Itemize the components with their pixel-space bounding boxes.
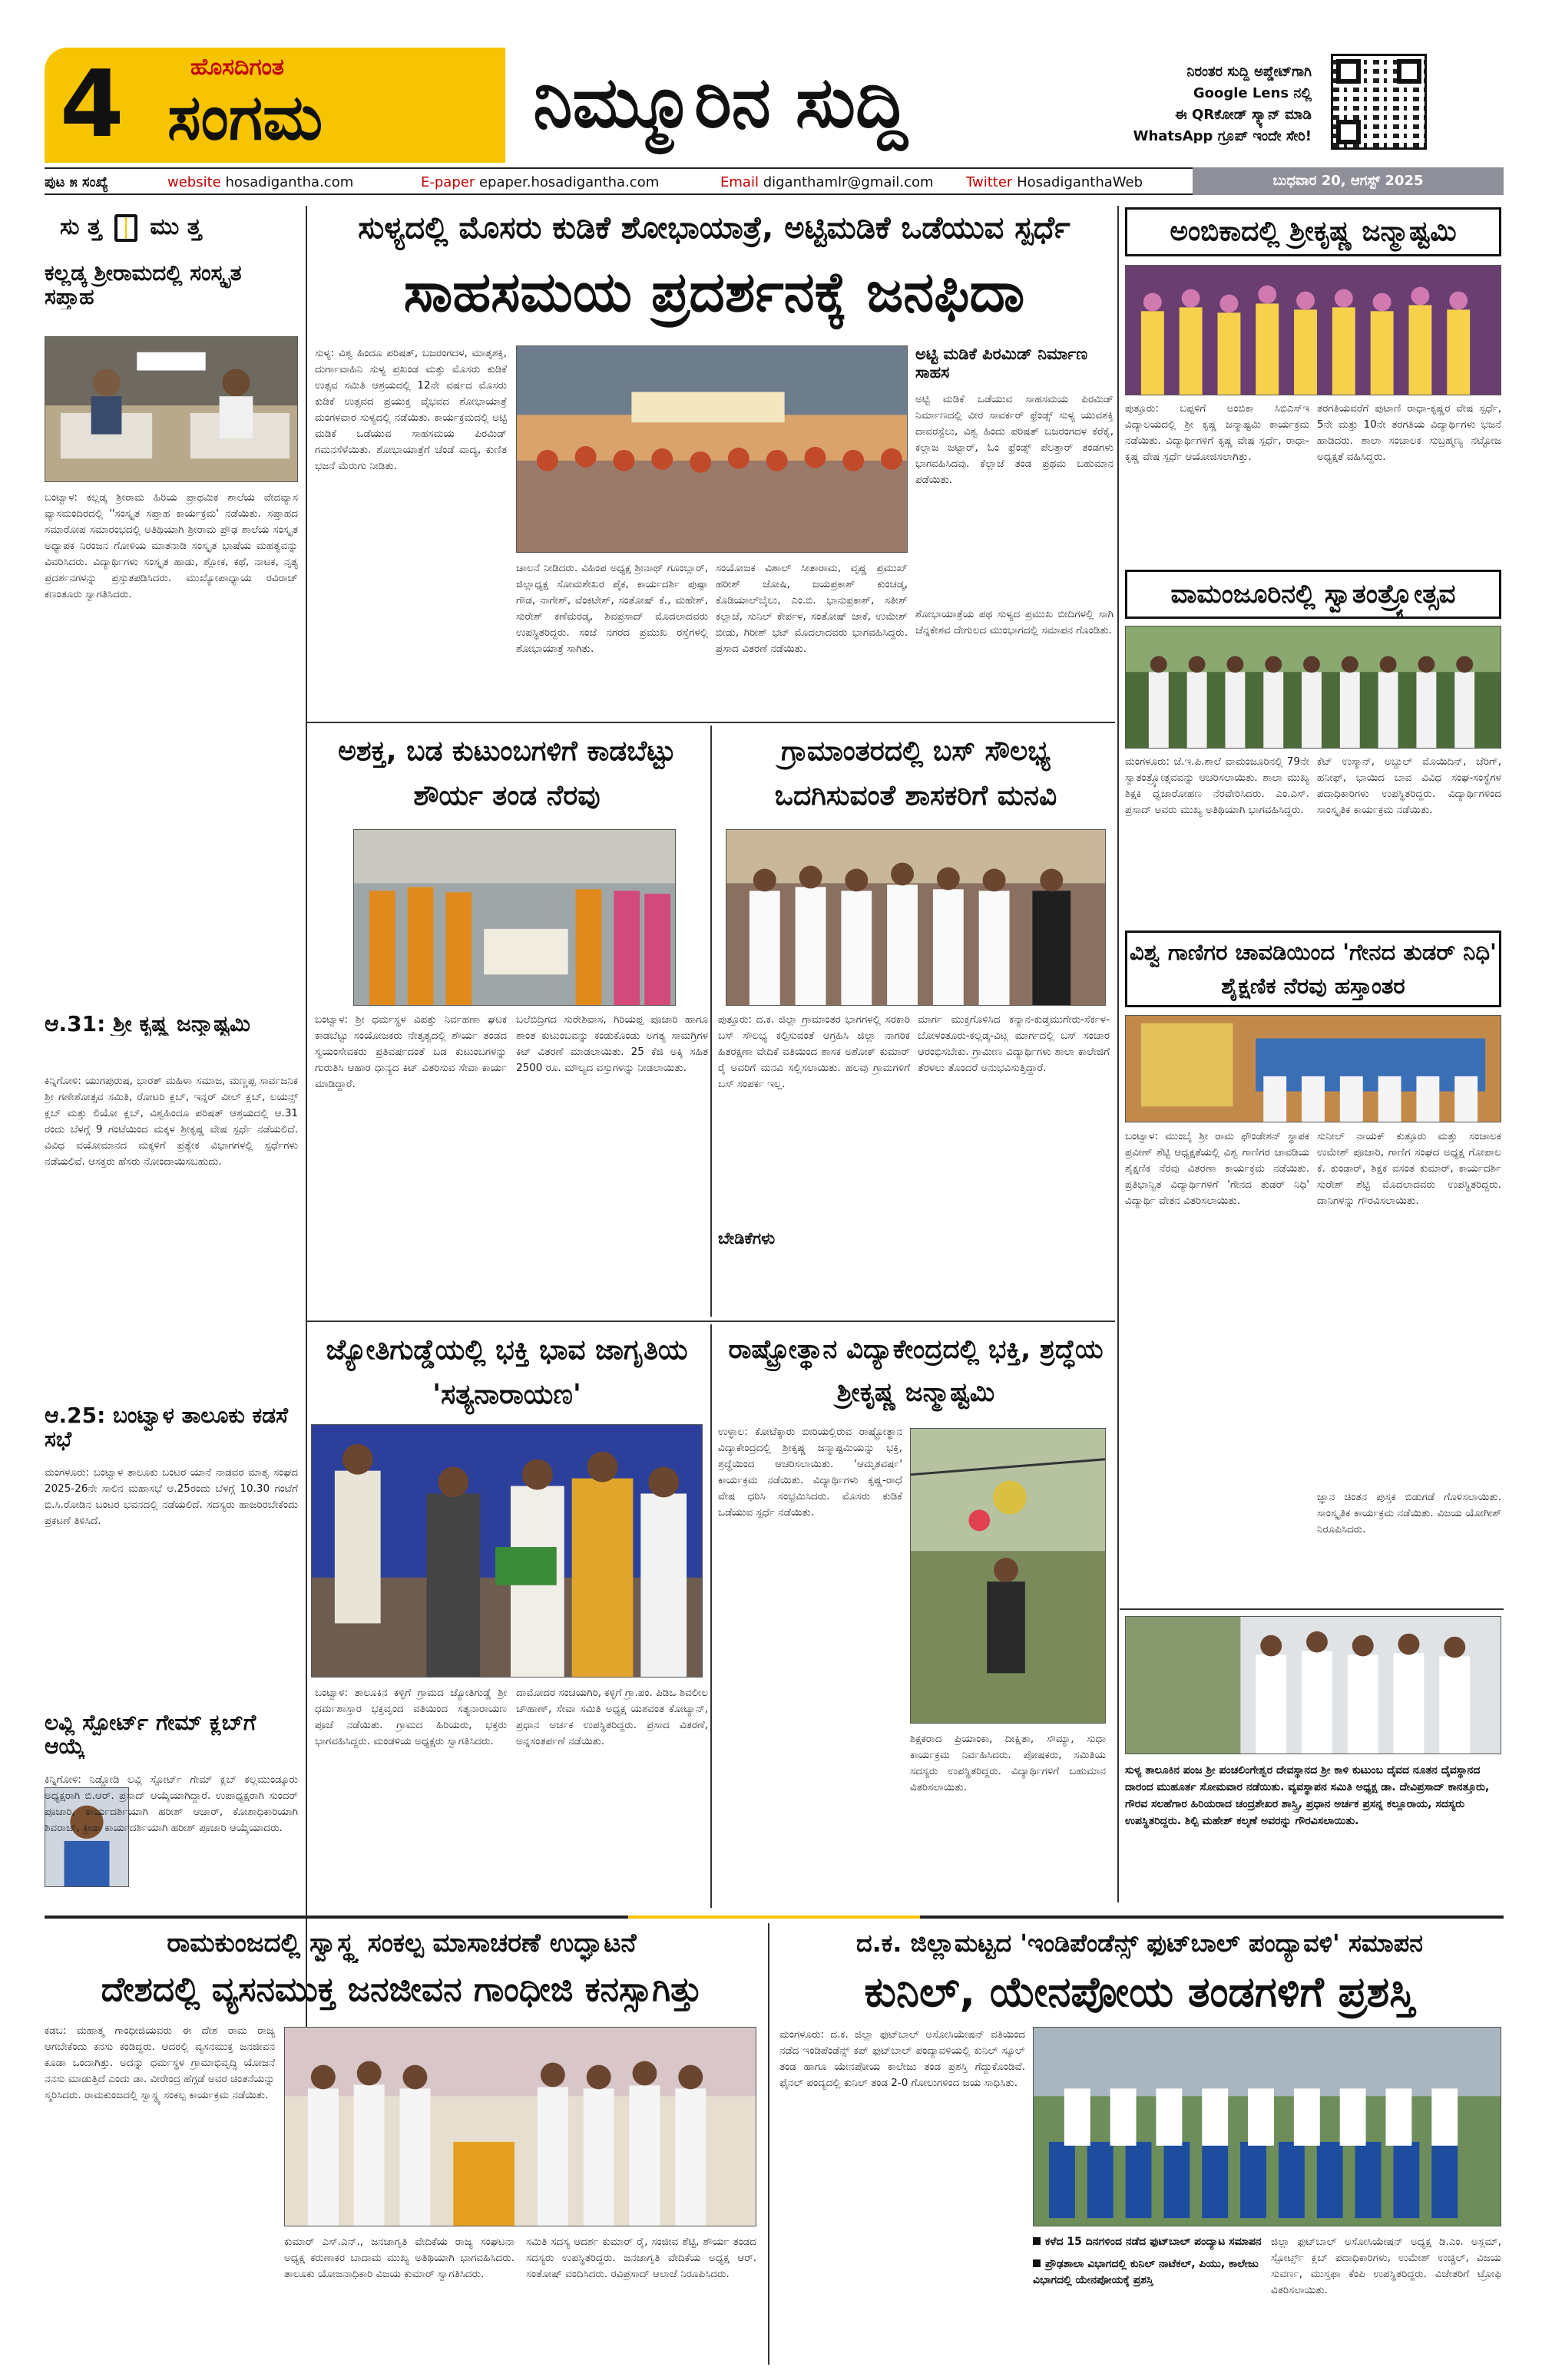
rashtrotthana-paragraph-2: ಶಿಕ್ಷಕರಾದ ಪ್ರಿಯಾಂಕಾ, ದೀಕ್ಷಿತಾ, ಸೌಮ್ಯಾ, ಸುಧಾ ಕಾರ್ಯಕ್ರಮ ನಿರ್ವಹಿಸಿದರು. ಪೋಷಕರು, ಸಮಿತಿಯ ಸದಸ್ಯರು ಉಪಸ್ಥಿತರಿದ್ದರು. ವಿದ್ಯಾರ್ಥಿಗಳಿಗೆ ಬಹುಮಾನ ವಿತರಿಸಲಾಯಿತು. [910,1733,1106,1793]
qr-text-1: ನಿರಂತರ ಸುದ್ದಿ ಅಪ್ಡೇಟ್‌ಗಾಗಿ [1186,64,1312,80]
masthead [45,48,1504,163]
kunil-bullet-1-text: ಕಳೆದ 15 ದಿನಗಳಿಂದ ನಡೆದ ಫುಟ್‌ಬಾಲ್ ಪಂದ್ಯಾಟ ಸಮಾಪನ [1045,2236,1262,2248]
book-icon [114,214,137,242]
divider-bottom [45,1916,1504,1919]
vishwa-title: ವಿಶ್ವ ಗಾಣಿಗರ ಚಾವಡಿಯಿಂದ 'ಗೇನದ ತುಡರ್ ನಿಧಿ' ಶೈಕ್ಷಣಿಕ ನೆರವು ಹಸ್ತಾಂತರ [1130,939,1497,999]
info-bar [45,167,1504,195]
photo-ambika [1125,265,1501,395]
vamanjoor-paragraph-1: ಮಂಗಳೂರು: ಜೆ.ಇ.ಪಿ.ಶಾಲೆ ವಾಮಂಜೂರಿನಲ್ಲಿ 79ನೇ ಸ್ವಾತಂತ್ರ್ಯೋತ್ಸವವನ್ನು ಆಚರಿಸಲಾಯಿತು. ಶಾಲಾ ಮುಖ್ಯ ಶಿಕ್ಷಕಿ ಧ್ವಜಾರೋಹಣ ನೆರವೇರಿಸಿದರು. ಎಂ.ಎಸ್. ಪ್ರಸಾದ್ ಅವರು ಮುಖ್ಯ ಅತಿಥಿಯಾಗಿ ಭಾಗವಹಿಸಿದ್ದರು. [1125,755,1309,816]
kunil-bullet-1 [1033,2234,1263,2250]
gramantara-title: ಗ್ರಾಮಾಂತರದಲ್ಲಿ ಬಸ್ ಸೌಲಭ್ಯ ಒದಗಿಸುವಂತೆ ಶಾಸಕರಿಗೆ ಮನವಿ [774,735,1057,812]
epaper-value: epaper.hosadigantha.com [478,174,660,190]
photo-ramakunja [284,2027,756,2226]
divider-mid-1 [710,726,712,1317]
lead-kicker: ಸುಳ್ಯದಲ್ಲಿ ಮೊಸರು ಕುಡಿಕೆ ಶೋಭಾಯಾತ್ರೆ, ಅಟ್ಟಿಮಡಿಕೆ ಒಡೆಯುವ ಸ್ಪರ್ಧೆ [358,210,1070,246]
panchayat-caption: ಸುಳ್ಯ ತಾಲೂಕಿನ ಪಂಜ ಶ್ರೀ ಪಂಚಲಿಂಗೇಶ್ವರ ದೇವಸ್ಥಾನದ ಶ್ರೀ ಕಾಳಿ ಕುಟುಂಬ ದೈವದ ನೂತನ ದೈವಸ್ಥಾನದ ದಾರಂದ ಮುಹೂರ್ತ ಸೋಮವಾರ ನಡೆಯಿತು. ವ್ಯವಸ್ಥಾಪನ ಸಮಿತಿ ಅಧ್ಯಕ್ಷ ಡಾ. ದೇವಿಪ್ರಸಾದ್ ಕಾನತ್ತೂರು, ಗೌರವ ಸಲಹೆಗಾರ ಹಿರಿಯರಾದ ಚಂದ್ರಶೇಖರ ಶಾಸ್ತ್ರಿ, ಪ್ರಧಾನ ಅರ್ಚಕ ಪ್ರಸನ್ನ ಕಲ್ಲೂರಾಯ, ಸದಸ್ಯರು ಉಪಸ್ಥಿತರಿದ್ದರು. ಶಿಲ್ಪಿ ಮಹೇಶ್ ಕಲ್ಕಣೆ ಅವರನ್ನು ಗೌರವಿಸಲಾಯಿತು. [1125,1764,1490,1827]
email[interactable] [720,169,934,197]
divider-mid-row [307,1321,1115,1322]
photo-procession [516,345,908,553]
website[interactable] [167,169,353,197]
divider-mid-2 [710,1324,712,1908]
lead-side-paragraph: ಅಟ್ಟಿ ಮಡಿಕೆ ಒಡೆಯುವ ಸಾಹಸಮಯ ಪಿರಮಿಡ್ ನಿರ್ಮಾಣದಲ್ಲಿ ವೀರ ಸಾವರ್ಕರ್ ಫ್ರೆಂಡ್ಸ್ ಸುಳ್ಯ ಯುವಶಕ್ತಿ ದಾವರಸ್ಟೆಲು, ವಿಶ್ವ ಹಿಂದು ಪರಿಷತ್ ಬಜರಂಗದಳ ಕೆರೆಕೈ, ಕಲ್ಲಾಜ ಜಟ್ಟಾರ್, ಓಂ ಫ್ರೆಂಡ್ಸ್ ಪೆಲತ್ತಾರ್ ತಂಡಗಳು ಭಾಗವಹಿಸಿದವು. ಕೆಲ್ಲಾಜೆ ತಂಡ ಪ್ರಥಮ ಬಹುಮಾನ ಪಡೆಯಿತು. [915,393,1113,486]
photo-gramantara [726,829,1106,1006]
sutta-paragraph-2: ಕಿನ್ನಿಗೋಳಿ: ಯುಗಪುರುಷ, ಭಾರತ್ ಮಹಿಳಾ ಸಮಾಜ, ಮಣ್ಣಪ್ಪ ಸಾರ್ವಜನಿಕ ಶ್ರೀ ಗಣೇಶೋತ್ಸವ ಸಮಿತಿ, ರೋಟರಿ ಕ್ಲಬ್, ಇನ್ನರ್ ವೀಲ್ ಕ್ಲಬ್, ಲಯನ್ಸ್ ಕ್ಲಬ್ ಮತ್ತು ಲಿಯೋ ಕ್ಲಬ್, ವಿಶ್ವಹಿಂದೂ ಪರಿಷತ್ ಆಶ್ರಯದಲ್ಲಿ ಆ.31 ರಂದು ಬೆಳಗ್ಗೆ 9 ಗಂಟೆಯಿಂದ ಮಕ್ಕಳ ಶ್ರೀಕೃಷ್ಣ ವೇಷ ಸ್ಪರ್ಧೆ ನಡೆಯಲಿದೆ. ವಿವಿಧ ವಯೋಮಾನದ ಮಕ್ಕಳಿಗೆ ಪ್ರತ್ಯೇಕ ವಿಭಾಗಗಳಲ್ಲಿ ಸ್ಪರ್ಧೆಗಳು ನಡೆಯಲಿವೆ. ಆಸಕ್ತರು ಹೆಸರು ನೋಂದಾಯಿಸಬಹುದು. [45,1075,298,1168]
jyoti-paragraph-2: ದಾಮೋದರ ಸಂಚಯಗಿರಿ, ಕಳ್ಳಿಗೆ ಗ್ರಾ.ಪಂ. ಪಿಡಿಒ ಶಿವಲೀಲ ಚೌಹಾಣ್, ಸೇವಾ ಸಮಿತಿ ಅಧ್ಯಕ್ಷ ಯಶವಂತ ಕೋಟ್ಯಾನ್, ಪ್ರಧಾನ ಅರ್ಚಕ ಉಪಸ್ಥಿತರಿದ್ದರು. ಪ್ರಸಾದ ವಿತರಣೆ, ಅನ್ನಸಂತರ್ಪಣೆ ನಡೆಯಿತು. [516,1687,708,1747]
sutta-paragraph-1: ಬಂಟ್ವಾಳ: ಕಲ್ಲಡ್ಕ ಶ್ರೀರಾಮ ಹಿರಿಯ ಪ್ರಾಥಮಿಕ ಶಾಲೆಯ ವೇದವ್ಯಾಸ ವ್ಯಾಸಮಂದಿರದಲ್ಲಿ ''ಸಂಸ್ಕೃತ ಸಪ್ತಾಹ ಕಾರ್ಯಕ್ರಮ' ನಡೆಯಿತು. ಸಪ್ತಾಹದ ಸಮಾರೋಪ ಸಮಾರಂಭದಲ್ಲಿ ಅತಿಥಿಯಾಗಿ ಶ್ರೀರಾಮ ಪ್ರೌಢ ಶಾಲೆಯ ಸಂಸ್ಕೃತ ಅಧ್ಯಾಪಕ ನಿರಂಜನ ಗೋಳಿಯ ಮಾತನಾಡಿ ಸಂಸ್ಕೃತ ಭಾಷೆಯ ಮಹತ್ವವನ್ನು ವಿವರಿಸಿದರು. ವಿದ್ಯಾರ್ಥಿಗಳು ಸಂಸ್ಕೃತ ಹಾಡು, ಶ್ಲೋಕ, ಕಥೆ, ನಾಟಕ, ನೃತ್ಯ ಪ್ರದರ್ಶನಗಳನ್ನು ಪ್ರಸ್ತುತಪಡಿಸಿದರು. ಮುಖ್ಯೋಪಾಧ್ಯಾಯ ರವಿರಾಜ್ ಕಣಂತೂರು ಸ್ವಾಗತಿಸಿದರು. [45,491,298,600]
lead-side-head: ಅಟ್ಟಿ ಮಡಿಕೆ ಪಿರಮಿಡ್ ನಿರ್ಮಾಣ ಸಾಹಸ [915,345,1088,382]
rashtrotthana-paragraph-1: ಉಳ್ಳಾಲ: ಕೋಟೆಕ್ಕಾರು ಬೀರಿಯಲ್ಲಿರುವ ರಾಷ್ಟ್ರೋತ್ಥಾನ ವಿದ್ಯಾಕೇಂದ್ರದಲ್ಲಿ ಶ್ರೀಕೃಷ್ಣ ಜನ್ಮಾಷ್ಟಮಿಯನ್ನು ಭಕ್ತಿ, ಶ್ರದ್ಧೆಯಿಂದ ಆಚರಿಸಲಾಯಿತು. 'ಆಮೃತವರ್ಷ' ಕಾರ್ಯಕ್ರಮ ನಡೆಯಿತು. ವಿದ್ಯಾರ್ಥಿಗಳು ಕೃಷ್ಣ-ರಾಧೆ ವೇಷ ಧರಿಸಿ ಸಂಭ್ರಮಿಸಿದರು. ಮೊಸರು ಕುಡಿಕೆ ಒಡೆಯುವ ಸ್ಪರ್ಧೆ ನಡೆಯಿತು. [718,1426,902,1519]
sutta-mutta-label [60,213,201,242]
epaper-label: E-paper [421,174,475,190]
sutta-label-right: ಮು ತ್ತ [150,213,202,240]
ramakunja-paragraph-1: ಕಡಬ: ಮಹಾತ್ಮ ಗಾಂಧೀಜಿಯವರು ಈ ದೇಶ ರಾಮ ರಾಜ್ಯ ಆಗಬೇಕೆಂದು ಕನಸು ಕಂಡಿದ್ದರು. ಆದರಲ್ಲಿ ವ್ಯಸನಮುಕ್ತ ಜನಜೀವನ ಕೂಡಾ ಒಂದಾಗಿತ್ತು. ಅದನ್ನು ಧರ್ಮಸ್ಥಳ ಗ್ರಾಮಾಭಿವೃದ್ಧಿ ಯೋಜನೆ ನನಸು ಮಾಡುತ್ತಿದೆ ಎಂದು ಡಾ. ವೀರೇಂದ್ರ ಹೆಗ್ಗಡೆ ಅವರ ಚಿಂತನೆಯನ್ನು ಸ್ಮರಿಸಿದರು. ರಾಮಕುಂಜದಲ್ಲಿ ಸ್ವಾಸ್ಥ್ಯ ಸಂಕಲ್ಪ ಕಾರ್ಯಕ್ರಮ ನಡೆಯಿತು. [45,2025,275,2101]
divider-panchayat [1120,1608,1504,1610]
vishwa-paragraph-1: ಬಂಟ್ವಾಳ: ಮುಂಬೈ ಶ್ರೀ ರಾಮ ಫೌಂಡೇಶನ್ ಸ್ಥಾಪಕ ಪ್ರವೀಣ್ ಶೆಟ್ಟಿ ಆಧ್ಯಕ್ಷತೆಯಲ್ಲಿ ವಿಶ್ವ ಗಾಣಿಗರ ಚಾವಡಿಯ ಶೈಕ್ಷಣಿಕ ನೆರವು ವಿತರಣಾ ಕಾರ್ಯಕ್ರಮ ನಡೆಯಿತು. ಪ್ರತಿಭಾನ್ವಿತ ವಿದ್ಯಾರ್ಥಿಗಳಿಗೆ 'ಗೇನದ ತುಡರ್ ನಿಧಿ' ವಿದ್ಯಾರ್ಥಿ ವೇತನ ವಿತರಿಸಲಾಯಿತು. [1125,1130,1309,1207]
kunil-bullets [1033,2234,1263,2289]
qr-code[interactable] [1331,54,1427,150]
lead-col-2: ಚಾಲನೆ ನೀಡಿದರು. ವಿಹಿಂಪ ಅಧ್ಯಕ್ಷ ಶ್ರೀನಾಥ್ ಗೂಂಬ್ಲಾರ್, ಜಿಲ್ಲಾಧ್ಯಕ್ಷ ಸೋಮಶೇಖರ ಪೈಕ, ಕಾರ್ಯದರ್ಶಿ ಪುಷ್ಪಾ ಗೌಡ, ನಾಗೇಶ್, ವೆಂಕಟೇಶ್, ಸಂತೋಷ್ ಕೆ., ಮಹೇಶ್, ಸುರೇಶ್ ಕಣೆಮರಡ್ಕ, ಶಿವಪ್ರಸಾದ್ ಮೊದಲಾದವರು ಉಪಸ್ಥಿತರಿದ್ದರು. ಸಂಜೆ ನಗರದ ಪ್ರಮುಖ ರಸ್ತೆಗಳಲ್ಲಿ ಶೋಭಾಯಾತ್ರೆ ಸಾಗಿತು. [516,562,708,655]
sutta-headline-3: ಆ.25: ಬಂಟ್ವಾಳ ತಾಲೂಕು ಕಡಸೆ ಸಭೆ [45,1403,288,1452]
divider-lead [307,722,1115,723]
divider-bottom-mid [768,1923,769,2365]
twitter[interactable] [966,169,1143,197]
sutta-paragraph-3: ಮಂಗಳೂರು: ಬಂಟ್ವಾಳ ತಾಲೂಕು ಬಂಟರ ಯಾನೆ ನಾಡವರ ಮಾತೃ ಸಂಘದ 2025-26ನೇ ಸಾಲಿನ ಮಹಾಸಭೆ ಆ.25ರಂದು ಬೆಳಗ್ಗೆ 10.30 ಗಂಟೆಗೆ ಬಿ.ಸಿ.ರೋಡಿನ ಬಂಟರ ಭವನದಲ್ಲಿ ನಡೆಯಲಿದೆ. ಸದಸ್ಯರು ಹಾಜರಿರಬೇಕೆಂದು ಪ್ರಕಟಣೆ ತಿಳಿಸಿದೆ. [45,1466,298,1527]
jyoti-title: ಜ್ಯೋತಿಗುಡ್ಡೆಯಲ್ಲಿ ಭಕ್ತಿ ಭಾವ ಜಾಗೃತಿಯ 'ಸತ್ಯನಾರಾಯಣ' [326,1334,688,1410]
brand-top: ಹೊಸದಿಗಂತ [190,54,284,81]
photo-ashakta [353,829,676,1006]
lead-col-1: ಸುಳ್ಯ: ವಿಶ್ವ ಹಿಂದೂ ಪರಿಷತ್, ಬಜರಂಗದಳ, ಮಾತೃಶಕ್ತಿ, ದುರ್ಗಾವಾಹಿನಿ ಸುಳ್ಯ ಪ್ರಖಂಡ ಮತ್ತು ಮೊಸರು ಕುಡಿಕೆ ಉತ್ಸವ ಸಮಿತಿ ಆಶ್ರಯದಲ್ಲಿ 12ನೇ ವರ್ಷದ ಮೊಸರು ಕುಡಿಕೆ ಉತ್ಸವದ ಪ್ರಯುಕ್ತ ವೈಭವದ ಶೋಭಾಯಾತ್ರೆ ಮಂಗಳವಾರ ಸುಳ್ಯದಲ್ಲಿ ನಡೆಯಿತು. ಕಾರ್ಯಕ್ರಮದಲ್ಲಿ ಅಟ್ಟಿ ಮಡಿಕೆ ಒಡೆಯುವ ಸಾಹಸಮಯ ಪಿರಮಿಡ್ ಗಮನಸೆಳೆಯಿತು. ಶೋಭಾಯಾತ್ರೆಗೆ ಚೆಂಡೆ ವಾದ್ಯ, ಕುಣಿತ ಭಜನೆ ಮೆರುಗು ನೀಡಿತು. [315,347,507,472]
kunil-paragraph-2: ಜಿಲ್ಲಾ ಫುಟ್‌ಬಾಲ್ ಅಸೋಸಿಯೇಷನ್ ಅಧ್ಯಕ್ಷ ಡಿ.ಎಂ. ಅಸ್ಲಮ್, ಸ್ಪೋರ್ಟ್ಸ್ ಕ್ಲಬ್ ಪದಾಧಿಕಾರಿಗಳು, ಉಮೇಶ್ ಉಚ್ಚಿಲ್, ವಿಜಯ ಸುವರ್ಣ, ಮುಸ್ತಫಾ ಕೆಂಪಿ ಉಪಸ್ಥಿತರಿದ್ದರು. ವಿಜೇತರಿಗೆ ಟ್ರೋಫಿ ವಿತರಿಸಲಾಯಿತು. [1271,2236,1501,2296]
epaper[interactable] [421,169,659,197]
lead-side-paragraph-2: ಶೋಭಾಯಾತ್ರೆಯ ಪಥ ಸುಳ್ಯದ ಪ್ರಮುಖ ಬೀದಿಗಳಲ್ಲಿ ಸಾಗಿ ಚೆನ್ನಕೇಶವ ದೇಗುಲದ ಮುಂಭಾಗದಲ್ಲಿ ಸಮಾಪನ ಗೊಂಡಿತು. [915,608,1113,636]
page-meta: ಪುಟ ೫ ಸಂಖ್ಯೆ [45,174,108,190]
kunil-bullet-2-text: ಪ್ರೌಢಶಾಲಾ ವಿಭಾಗದಲ್ಲಿ ಕುನಿಲ್ ನಾಟೆಕಲ್, ಪಿಯು, ಕಾಲೇಜು ವಿಭಾಗದಲ್ಲಿ ಯೇನಪೋಯಕ್ಕೆ ಪ್ರಶಸ್ತಿ [1033,2258,1259,2286]
gramantara-subhead: ಬೇಡಿಕೆಗಳು [718,1229,776,1248]
sutta-mutta-column [45,206,298,2071]
ramakunja-kicker: ರಾಮಕುಂಜದಲ್ಲಿ ಸ್ವಾಸ್ಥ್ಯ ಸಂಕಲ್ಪ ಮಾಸಾಚರಣೆ ಉದ್ಘಾಟನೆ [167,1928,637,1959]
bullet-square-icon [1033,2237,1041,2245]
photo-rashtrotthana [910,1428,1106,1724]
email-label: Email [720,174,759,190]
photo-sanskrit-week [45,336,298,482]
vamanjoor-paragraph-2: ಕೆಟ್ ಉಸ್ಮಾನ್, ಅಬ್ದುಲ್ ಮೊಯಿದಿನ್, ಚೆರಿಗ್, ಹನೀಫ್, ಭಾಯಿದ ಬಾವ ವಿವಿಧ ಸಂಘ-ಸಂಸ್ಥೆಗಳ ಪದಾಧಿಕಾರಿಗಳು ಉಪಸ್ಥಿತರಿದ್ದರು. ವಿದ್ಯಾರ್ಥಿಗಳಿಂದ ಸಾಂಸ್ಕೃತಿಕ ಕಾರ್ಯಕ್ರಮ ನಡೆಯಿತು. [1317,755,1501,816]
qr-instructions [1112,61,1312,147]
website-label: website [167,174,221,190]
ambika-paragraph-1: ಪುತ್ತೂರು: ಬಪ್ಪಳಿಗೆ ಅಂಬಿಕಾ ಸಿಬಿಎಸ್‌ಇ ವಿದ್ಯಾಲಯದಲ್ಲಿ ಶ್ರೀ ಕೃಷ್ಣ ಜನ್ಮಾಷ್ಟಮಿ ಕಾರ್ಯಕ್ರಮ ನಡೆಯಿತು. ವಿದ್ಯಾರ್ಥಿಗಳಿಗೆ ಕೃಷ್ಣ ವೇಷ ಸ್ಪರ್ಧೆ, ರಾಧಾ-ಕೃಷ್ಣ ವೇಷ ಸ್ಪರ್ಧೆ ಆಯೋಜಿಸಲಾಗಿತ್ತು. [1125,402,1309,463]
ramakunja-paragraph-3: ಸಮಿತಿ ಸದಸ್ಯ ಆದರ್ಶ ಕುಮಾರ್ ರೈ, ಸಂಜೀವ ಶೆಟ್ಟಿ, ಶೌರ್ಯ ತಂಡದ ಸದಸ್ಯರು ಉಪಸ್ಥಿತರಿದ್ದರು. ಜನಜಾಗೃತಿ ವೇದಿಕೆಯ ಅಧ್ಯಕ್ಷ ಆರ್. ಸಂತೋಷ್ ವಂದಿಸಿದರು. ರವಿಪ್ರಸಾದ್ ಆಲಾಜೆ ನಿರೂಪಿಸಿದರು. [526,2236,756,2280]
twitter-label: Twitter [966,174,1013,190]
section-title: ನಿಮ್ಮೂರಿನ ಸುದ್ದಿ [533,61,908,144]
lead-col-3: ಸಂಯೋಜಕ ವಿಶಾಲ್ ಸೀತಾರಾಮ, ವೃಷ್ಣ ಪ್ರಮುಖ್ ಹರೀಶ್ ಜೋಷಿ, ಜಯಪ್ರಕಾಶ್ ಕುಂಚಡ್ಕ, ಕೊಡಿಯಾಲ್‌ಬೈಲು, ಎಂ.ಬಿ. ಭಾನುಪ್ರಕಾಶ್, ಸತೀಶ್ ಕಲ್ಲಾಜೆ, ಸುನಿಲ್ ಕೇರ್ಪಳ, ಸಂತೋಷ್ ಜಾಕೆ, ಉಮೇಶ್ ಬೀಡು, ಗಿರೀಶ್ ಭಟ್ ಮೊದಲಾದವರು ಭಾಗವಹಿಸಿದ್ದರು. ಪ್ರಸಾದ ವಿತರಣೆ ನಡೆಯಿತು. [716,562,908,655]
ashakta-title: ಅಶಕ್ತ, ಬಡ ಕುಟುಂಬಗಳಿಗೆ ಕಾಡಬೆಟ್ಟು ಶೌರ್ಯ ತಂಡ ನೆರವು [338,735,676,812]
ambika-title: ಅಂಬಿಕಾದಲ್ಲಿ ಶ್ರೀಕೃಷ್ಣ ಜನ್ಮಾಷ್ಟಮಿ [1170,216,1457,247]
sutta-paragraph-4: ಕಿನ್ನಿಗೋಳಿ: ನಿಡ್ಡೋಡಿ ಲವ್ಲಿ ಸ್ಪೋರ್ಟ್ ಗೇಮ್ ಕ್ಲಬ್ ಕಲ್ಲಮುಂಡ್ಕೂರು ಅಧ್ಯಕ್ಷರಾಗಿ ಬಿ.ಆರ್. ಪ್ರಸಾದ್ ಆಯ್ಕೆಯಾಗಿದ್ದಾರೆ. ಉಪಾಧ್ಯಕ್ಷರಾಗಿ ಸುಂದರ್ ಪೂಜಾರಿ, ಕಾರ್ಯದರ್ಶಿಯಾಗಿ ಹರೀಶ್ ಆಚಾರ್, ಕೋಶಾಧಿಕಾರಿಯಾಗಿ ಶಿವರಾಜ್, ಕ್ರೀಡಾ ಕಾರ್ಯದರ್ಶಿಯಾಗಿ ಹರೀಶ್ ಪೂಜಾರಿ ಆಯ್ಕೆಯಾದರು. [45,1773,298,1834]
page-number: 4 [60,51,124,158]
bullet-square-icon [1033,2259,1041,2267]
sutta-label-left: ಸು ತ್ತ [60,213,102,240]
twitter-value: HosadiganthaWeb [1017,174,1143,190]
qr-text-3: ಈ QRಕೋಡ್ ಸ್ಕ್ಯಾನ್ ಮಾಡಿ [1175,107,1312,123]
brand-main: ಸಂಗಮ [167,81,323,154]
lead-title: ಸಾಹಸಮಯ ಪ್ರದರ್ಶನಕ್ಕೆ ಜನಫಿದಾ [403,259,1025,324]
ashakta-paragraph-2: ಬಲೆಬಿದ್ರಿಗದ ಸುರೇಶಿವಾಸ, ಗಿರಿಯಪ್ಪ ಪೂಜಾರಿ ಹಾಗೂ ಶಾಂತ ಕುಟುಂಬವನ್ನು ಕಂಡುಕೊಂಡು ಅಗತ್ಯ ಸಾಮಗ್ರಿಗಳ ಕಿಟ್ ವಿತರಣೆ ಮಾಡಲಾಯಿತು. 25 ಕೆಜಿ ಅಕ್ಕಿ ಸಹಿತ 2500 ರೂ. ಮೌಲ್ಯದ ವಸ್ತುಗಳನ್ನು ನೀಡಲಾಯಿತು. [516,1013,708,1074]
email-value: diganthamlr@gmail.com [763,174,934,190]
jyoti-paragraph-1: ಬಂಟ್ವಾಳ: ತಾಲೂಕಿನ ಕಳ್ಳಿಗೆ ಗ್ರಾಮದ ಜ್ಯೋತಿಗುಡ್ಡೆ ಶ್ರೀ ಧರ್ಮಶಾಸ್ತಾರ ಭಕ್ತವೃಂದ ವತಿಯಿಂದ ಸತ್ಯನಾರಾಯಣ ಪೂಜೆ ನಡೆಯಿತು. ಗ್ರಾಮದ ಹಿರಿಯರು, ಭಕ್ತರು ಭಾಗವಹಿಸಿದ್ದರು. ಮಂಡಳಿಯ ಅಧ್ಯಕ್ಷರು ಸ್ವಾಗತಿಸಿದರು. [315,1687,507,1747]
ramakunja-paragraph-2: ಕುಮಾರ್ ಎಸ್.ಎನ್., ಜನಜಾಗೃತಿ ವೇದಿಕೆಯ ರಾಜ್ಯ ಸಂಘಟನಾ ಅಧ್ಯಕ್ಷ ಕರುಣಾಕರ ಬಾದಾಮ ಮುಖ್ಯ ಅತಿಥಿಯಾಗಿ ಭಾಗವಹಿಸಿದರು. ತಾಲೂಕು ಯೋಜನಾಧಿಕಾರಿ ವಿಜಯ ಕುಮಾರ್ ಸ್ವಾಗತಿಸಿದರು. [284,2236,515,2280]
divider-left [306,206,307,2048]
sutta-headline-1: ಕಲ್ಲಡ್ಕ ಶ್ರೀರಾಮದಲ್ಲಿ ಸಂಸ್ಕೃತ ಸಪ್ತಾಹ [45,261,242,309]
rashtrotthana-title: ರಾಷ್ಟ್ರೋತ್ಥಾನ ವಿದ್ಯಾಕೇಂದ್ರದಲ್ಲಿ ಭಕ್ತಿ, ಶ್ರದ್ಧೆಯ ಶ್ರೀಕೃಷ್ಣ ಜನ್ಮಾಷ್ಟಮಿ [728,1334,1104,1408]
qr-text-2: Google Lens ನಲ್ಲಿ [1193,85,1312,101]
gramantara-paragraph-2: ಮಾರ್ಗ ಮುಕ್ತಗೊಳಿಸಿದ ಕನ್ಯಾನ-ಕುಡ್ತಮುಗೇರು-ಸೆರ್ಕಳ-ಬೋಳಂತೂರು-ಕಲ್ಲಡ್ಕ-ವಿಟ್ಲ ಮಾರ್ಗದಲ್ಲಿ ಬಸ್ ಸಂಚಾರ ಆರಂಭಿಸಬೇಕು. ಗ್ರಾಮೀಣ ವಿದ್ಯಾರ್ಥಿಗಳು ಶಾಲಾ ಕಾಲೇಜಿಗೆ ತೆರಳಲು ತೊಂದರೆ ಅನುಭವಿಸುತ್ತಿದ್ದಾರೆ. [918,1013,1110,1074]
photo-vishwa [1125,1015,1501,1122]
ambika-paragraph-2: ತರಗತಿಯವರೆಗೆ ಪುಟಾಣಿ ರಾಧಾ-ಕೃಷ್ಣರ ವೇಷ ಸ್ಪರ್ಧೆ, 5ನೇ ಮತ್ತು 10ನೇ ತರಗತಿಯ ವಿದ್ಯಾರ್ಥಿಗಳು ಭಜನೆ ಹಾಡಿದರು. ಶಾಲಾ ಸಂಚಾಲಕ ಸುಬ್ರಹ್ಮಣ್ಯ ನಟ್ಟೋಜ ಅಧ್ಯಕ್ಷತೆ ವಹಿಸಿದ್ದರು. [1317,402,1501,463]
divider-right [1117,206,1119,1902]
vishwa-paragraph-2: ಸುನೀಲ್ ನಾಯಕ್ ಕುತ್ತೂರು ಮತ್ತು ಸಂಚಾಲಕ ಉಮೇಶ್ ಪೂಜಾರಿ, ಗಾಣಿಗ ಸಂಘದ ಅಧ್ಯಕ್ಷ ಗೋಪಾಲ ಕೆ. ಕುಂಡಾರ್, ಶಿಕ್ಷಕ ವಸಂತ ಕುಮಾರ್, ಕಾರ್ಯದರ್ಶಿ ಸುರೇಶ್ ಶೆಟ್ಟಿ ಮೊದಲಾದವರು ಉಪಸ್ಥಿತರಿದ್ದರು. ದಾನಿಗಳನ್ನು ಗೌರವಿಸಲಾಯಿತು. [1317,1130,1501,1207]
vishwa-paragraph-3: ಜ್ಞಾನ ಚಿಂತನ ಪುಸ್ತಕ ಬಿಡುಗಡೆ ಗೊಳಿಸಲಾಯಿತು. ಸಾಂಸ್ಕೃತಿಕ ಕಾರ್ಯಕ್ರಮ ನಡೆಯಿತು. ವಿಜಯ ಯೋಗೀಶ್ ನಿರೂಪಿಸಿದರು. [1317,1491,1501,1535]
kunil-kicker: ದ.ಕ. ಜಿಲ್ಲಾಮಟ್ಟದ 'ಇಂಡಿಪೆಂಡೆನ್ಸ್ ಫುಟ್‌ಬಾಲ್ ಪಂದ್ಯಾವಳಿ' ಸಮಾಪನ [855,1929,1424,1958]
photo-vamanjoor [1125,626,1501,749]
kunil-paragraph-1: ಮಂಗಳೂರು: ದ.ಕ. ಜಿಲ್ಲಾ ಫುಟ್‌ಬಾಲ್ ಅಸೋಸಿಯೇಷನ್ ವತಿಯಿಂದ ನಡೆದ ಇಂಡಿಪೆಂಡೆನ್ಸ್ ಕಪ್ ಫುಟ್‌ಬಾಲ್ ಪಂದ್ಯಾವಳಿಯಲ್ಲಿ ಕುನಿಲ್ ಸ್ಕೂಲ್ ತಂಡ ಹಾಗೂ ಯೇನಪೋಯ ಕಾಲೇಜು ತಂಡ ಪ್ರಶಸ್ತಿ ಗೆದ್ದುಕೊಂಡಿವೆ. ಫೈನಲ್ ಪಂದ್ಯದಲ್ಲಿ ಕುನಿಲ್ ತಂಡ 2-0 ಗೋಲುಗಳಿಂದ ಜಯ ಸಾಧಿಸಿತು. [779,2028,1025,2089]
kunil-bullet-2 [1033,2256,1263,2289]
sutta-headline-2: ಆ.31: ಶ್ರೀ ಕೃಷ್ಣ ಜನ್ಮಾಷ್ಟಮಿ [45,1012,250,1036]
photo-jyoti [311,1424,703,1678]
photo-panchayat [1125,1616,1501,1754]
date-box: ಬುಧವಾರ 20, ಆಗಸ್ಟ್ 2025 [1193,167,1504,195]
kunil-title: ಕುನಿಲ್, ಯೇನಪೋಯ ತಂಡಗಳಿಗೆ ಪ್ರಶಸ್ತಿ [864,1968,1415,2016]
vamanjoor-title: ವಾಮಂಜೂರಿನಲ್ಲಿ ಸ್ವಾತಂತ್ರ್ಯೋತ್ಸವ [1170,579,1456,610]
ramakunja-title: ದೇಶದಲ್ಲಿ ವ್ಯಸನಮುಕ್ತ ಜನಜೀವನ ಗಾಂಧೀಜಿ ಕನಸ್ಸಾಗಿತ್ತು [101,1970,703,2009]
website-value: hosadigantha.com [225,174,354,190]
sutta-headline-4: ಲವ್ಲಿ ಸ್ಪೋರ್ಟ್ ಗೇಮ್ ಕ್ಲಬ್‌ಗೆ ಆಯ್ಕೆ [45,1711,256,1759]
gramantara-paragraph-1: ಪುತ್ತೂರು: ದ.ಕ. ಜಿಲ್ಲಾ ಗ್ರಾಮಾಂತರ ಭಾಗಗಳಲ್ಲಿ ಸರಕಾರಿ ಬಸ್ ಸೌಲಭ್ಯ ಕಲ್ಪಿಸುವಂತೆ ಆಗ್ರಹಿಸಿ ಜಿಲ್ಲಾ ನಾಗರಿಕ ಹಿತರಕ್ಷಣಾ ವೇದಿಕೆ ವತಿಯಿಂದ ಶಾಸಕ ಅಶೋಕ್ ಕುಮಾರ್ ರೈ ಅವರಿಗೆ ಮನವಿ ಸಲ್ಲಿಸಲಾಯಿತು. ಹಲವು ಗ್ರಾಮಗಳಿಗೆ ಬಸ್ ಸಂಪರ್ಕ ಇಲ್ಲ. [718,1013,910,1090]
ashakta-paragraph-1: ಬಂಟ್ವಾಳ: ಶ್ರೀ ಧರ್ಮಸ್ಥಳ ವಿಪತ್ತು ನಿರ್ವಹಣಾ ಘಟಕ ಕಾಡಬೆಟ್ಟು ಸಂಯೋಜಕರು ನೇತೃತ್ವದಲ್ಲಿ ಶೌರ್ಯ ತಂಡದ ಸ್ವಯಂಸೇವಕರು ಪ್ರತಿವರ್ಷದಂತೆ ಬಡ ಕುಟುಂಬಗಳನ್ನು ಗುರುತಿಸಿ ಆಹಾರ ಧಾನ್ಯದ ಕಿಟ್ ವಿತರಿಸುವ ಸೇವಾ ಕಾರ್ಯ ಮಾಡಿದ್ದಾರೆ. [315,1013,507,1090]
qr-text-4: WhatsApp ಗ್ರೂಪ್ ಇಂದೇ ಸೇರಿ! [1133,128,1312,144]
photo-kunil [1033,2027,1501,2226]
